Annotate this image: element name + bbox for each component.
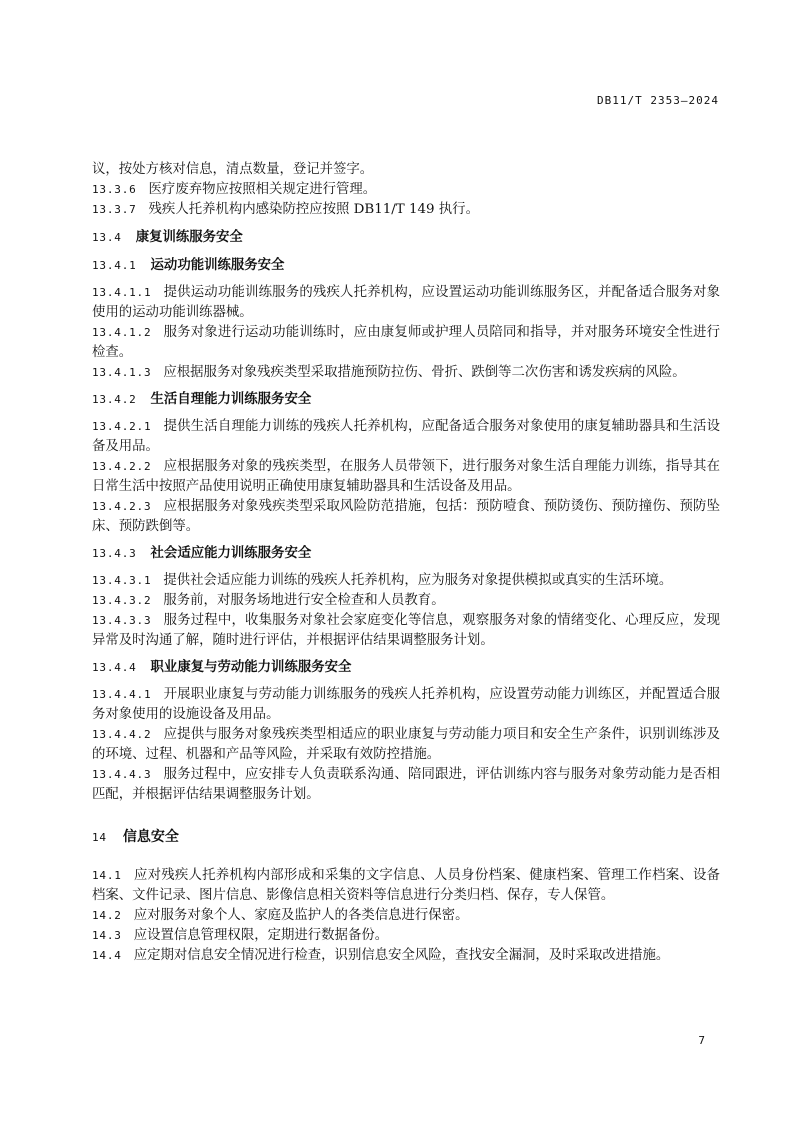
- clause-13-3-6: [92, 180, 720, 200]
- clause-text: 服务对象进行运动功能训练时，应由康复师或护理人员陪同和指导，并对服务环境安全性进行检查。: [92, 325, 720, 360]
- clause-13-4-4-1: [92, 685, 720, 725]
- clause-number: 13.4.1.2: [92, 326, 152, 339]
- clause-text: 应根据服务对象残疾类型采取措施预防拉伤、骨折、跌倒等二次伤害和诱发疾病的风险。: [163, 365, 686, 380]
- clause-number: 13.4.2.2: [92, 460, 152, 473]
- section-title: 社会适应能力训练服务安全: [150, 546, 312, 561]
- clause-text: 开展职业康复与劳动能力训练服务的残疾人托养机构，应设置劳动能力训练区，并配置适合服务对象使用的设施设备及用品。: [92, 687, 720, 722]
- section-number: 13.4.1: [92, 259, 137, 272]
- clause-text: 提供生活自理能力训练的残疾人托养机构，应配备适合服务对象使用的康复辅助器具和生活设备及用品。: [92, 419, 720, 454]
- clause-13-4-1-3: [92, 363, 720, 383]
- clause-number: 13.4.3.3: [92, 614, 152, 627]
- section-title: 生活自理能力训练服务安全: [150, 392, 312, 407]
- clause-13-4-3-2: [92, 591, 720, 611]
- clause-text: 应提供与服务对象残疾类型相适应的职业康复与劳动能力项目和安全生产条件，识别训练涉及的环境、过程、机器和产品等风险，并采取有效防控措施。: [92, 727, 720, 762]
- page-number: 7: [698, 1034, 705, 1047]
- clause-number: 13.3.7: [92, 203, 137, 216]
- clause-number: 13.4.3.2: [92, 594, 152, 607]
- clause-text: 应设置信息管理权限，定期进行数据备份。: [133, 928, 389, 943]
- section-heading-13-4: [92, 228, 720, 248]
- clause-13-4-2-2: [92, 457, 720, 497]
- section-heading-13-4-1: [92, 256, 720, 276]
- clause-number: 14.3: [92, 929, 122, 942]
- clause-number: 13.3.6: [92, 183, 137, 196]
- clause-13-4-4-2: [92, 725, 720, 765]
- document-code-header: DB11/T 2353—2024: [597, 94, 719, 107]
- section-number: 13.4: [92, 231, 122, 244]
- chapter-heading-14: [92, 827, 720, 848]
- clause-text: 服务前，对服务场地进行安全检查和人员教育。: [163, 593, 445, 608]
- section-number: 13.4.3: [92, 547, 137, 560]
- clause-14-1: [92, 866, 720, 906]
- clause-number: 13.4.4.3: [92, 768, 152, 781]
- clause-14-3: [92, 926, 720, 946]
- clause-13-4-4-3: [92, 765, 720, 805]
- clause-13-3-7: [92, 200, 720, 220]
- clause-13-4-1-1: [92, 283, 720, 323]
- clause-13-4-2-3: [92, 497, 720, 537]
- clause-13-4-2-1: [92, 417, 720, 457]
- clause-text: 应根据服务对象的残疾类型，在服务人员带领下，进行服务对象生活自理能力训练，指导其在日常生活中按照产品使用说明正确使用康复辅助器具和生活设备及用品。: [92, 459, 720, 494]
- clause-text: 服务过程中，收集服务对象社会家庭变化等信息，观察服务对象的情绪变化、心理反应，发现异常及时沟通了解，随时进行评估，并根据评估结果调整服务计划。: [92, 613, 720, 648]
- clause-number: 14.2: [92, 909, 122, 922]
- document-body: [92, 160, 720, 966]
- section-heading-13-4-4: [92, 658, 720, 678]
- clause-13-4-3-1: [92, 571, 720, 591]
- clause-text: 服务过程中，应安排专人负责联系沟通、陪同跟进，评估训练内容与服务对象劳动能力是否相匹配，并根据评估结果调整服务计划。: [92, 767, 720, 802]
- section-title: 运动功能训练服务安全: [150, 258, 285, 273]
- clause-13-4-1-2: [92, 323, 720, 363]
- clause-number: 13.4.2.1: [92, 420, 152, 433]
- clause-number: 14.1: [92, 869, 122, 882]
- clause-number: 14.4: [92, 949, 122, 962]
- clause-number: 13.4.1.3: [92, 366, 152, 379]
- clause-13-4-3-3: [92, 611, 720, 651]
- clause-14-4: [92, 946, 720, 966]
- section-heading-13-4-2: [92, 390, 720, 410]
- clause-text: 提供社会适应能力训练的残疾人托养机构，应为服务对象提供模拟或真实的生活环境。: [163, 573, 673, 588]
- clause-number: 13.4.2.3: [92, 500, 152, 513]
- section-number: 13.4.4: [92, 661, 137, 674]
- clause-text: 应根据服务对象残疾类型采取风险防范措施，包括：预防噎食、预防烫伤、预防撞伤、预防坠床、预防跌倒等。: [92, 499, 720, 534]
- section-heading-13-4-3: [92, 544, 720, 564]
- clause-number: 13.4.4.1: [92, 688, 152, 701]
- clause-number: 13.4.3.1: [92, 574, 152, 587]
- clause-text: 提供运动功能训练服务的残疾人托养机构，应设置运动功能训练服务区，并配备适合服务对象使用的运动功能训练器械。: [92, 285, 720, 320]
- clause-number: 13.4.1.1: [92, 286, 152, 299]
- clause-text: 应对服务对象个人、家庭及监护人的各类信息进行保密。: [133, 908, 469, 923]
- paragraph-continuation: 议，按处方核对信息，清点数量，登记并签字。: [92, 162, 374, 177]
- clause-number: 13.4.4.2: [92, 728, 152, 741]
- chapter-title: 信息安全: [122, 829, 179, 845]
- clause-text: 应定期对信息安全情况进行检查，识别信息安全风险，查找安全漏洞，及时采取改进措施。: [133, 948, 670, 963]
- section-title: 职业康复与劳动能力训练服务安全: [150, 660, 352, 675]
- clause-text: 残疾人托养机构内感染防控应按照 DB11/T 149 执行。: [148, 202, 479, 217]
- clause-14-2: [92, 906, 720, 926]
- section-number: 13.4.2: [92, 393, 137, 406]
- section-title: 康复训练服务安全: [135, 230, 243, 245]
- chapter-number: 14: [92, 831, 107, 844]
- clause-text: 应对残疾人托养机构内部形成和采集的文字信息、人员身份档案、健康档案、管理工作档案、设备档案、文件记录、图片信息、影像信息相关资料等信息进行分类归档、保存，专人保管。: [92, 868, 720, 903]
- clause-text: 医疗废弃物应按照相关规定进行管理。: [148, 182, 377, 197]
